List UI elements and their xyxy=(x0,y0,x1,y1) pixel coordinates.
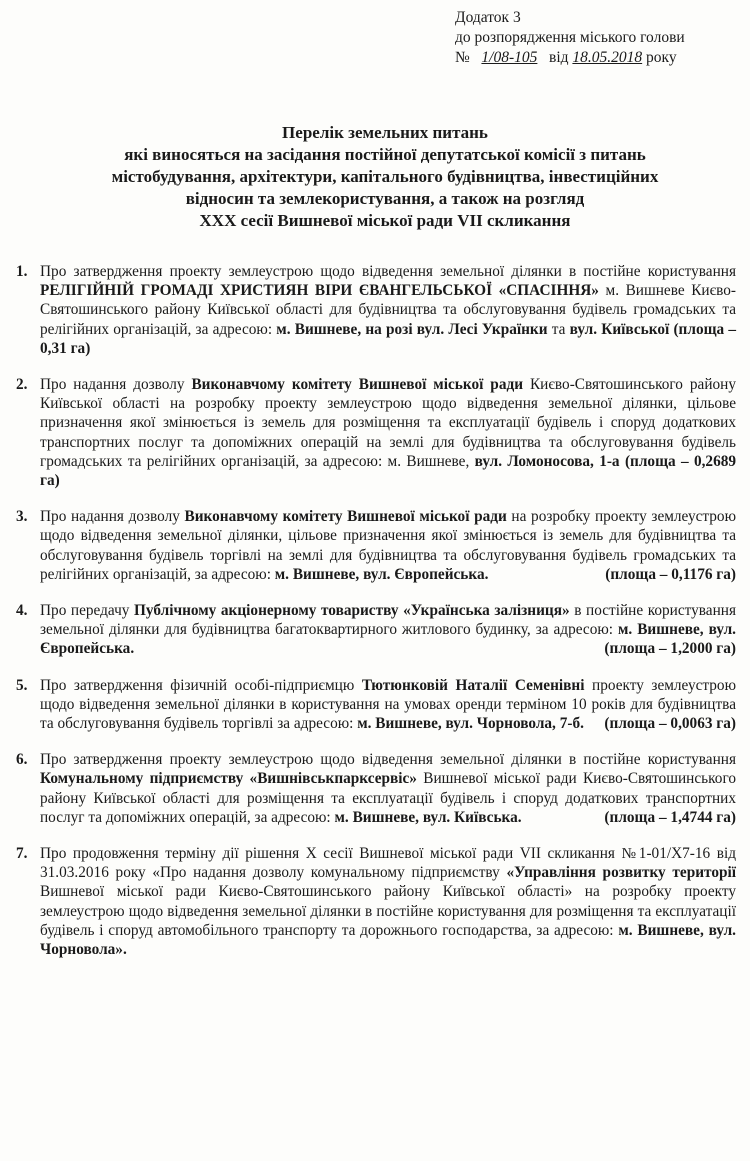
item-text: Про затвердження проекту землеустрою щодо відведення земельної ділянки в постійне користування xyxy=(40,263,736,280)
title-line-5: XXX сесії Вишневої міської ради VII скликання xyxy=(199,211,571,230)
item-text: на розробку проекту землеустрою щодо відведення земельної ділянки, цільове призначення якої змінюється із земель для будівництва та обслуговування будівель торгівлі на землі для будівництва та обслуговування будівель громадських та релігійних організацій, за адресою: xyxy=(40,508,737,583)
item-number: 4. xyxy=(16,602,28,620)
item-text: Про затвердження проекту землеустрою щодо відведення земельної ділянки в постійне користування xyxy=(40,751,736,769)
item-address: м. Вишневе, вул. Європейська. xyxy=(40,621,736,658)
item-address: м. Вишневе, вул. Європейська. xyxy=(274,565,489,583)
item-area: (площа – 0,0063 га) xyxy=(604,715,736,733)
list-item-3 xyxy=(0,507,750,584)
item-recipient: Тютюнковій Наталії Семенівні xyxy=(361,676,585,694)
item-text: Про продовження терміну дії рішення X сесії Вишневої міської ради VII скликання №1-01/X7-16 від 31.03.2016 року «Про надання дозволу комунальному підприємству xyxy=(40,845,736,882)
item-text: та xyxy=(547,320,570,338)
item-text: Про затвердження фізичній особі-підприємцю xyxy=(40,676,362,694)
title-line-4: відносин та землекористування, а також на розгляд xyxy=(185,189,585,208)
item-area: (площа – 0,1176 га) xyxy=(605,565,736,583)
item-area: (площа – 0,31 га) xyxy=(40,320,737,357)
appendix-block xyxy=(455,8,685,68)
item-recipient: РЕЛІГІЙНІЙ ГРОМАДІ ХРИСТИЯН ВІРИ ЄВАНГЕЛЬСЬКОЇ «СПАСІННЯ» xyxy=(40,282,599,300)
list-item-5 xyxy=(0,676,750,734)
title-line-2: які виносяться на засідання постійної депутатської комісії з питань xyxy=(124,145,646,164)
appendix-subtitle: до розпорядження міського голови xyxy=(455,29,685,46)
order-date: 18.05.2018 xyxy=(572,49,643,66)
item-address: вул. Київської xyxy=(569,320,670,338)
item-text: Про надання дозволу xyxy=(40,508,185,526)
item-address: м. Вишневе, вул. Чорновола». xyxy=(40,921,737,959)
item-number: 7. xyxy=(16,845,28,863)
item-number: 6. xyxy=(16,751,28,769)
item-text: Про надання дозволу xyxy=(40,376,192,394)
year-label: року xyxy=(646,49,677,66)
item-text: Вишневої міської ради Києво-Святошинського району Київської області» на розробку проекту землеустрою щодо відведення земельної ділянки в постійне користування для розміщення та експлуатації будівель і споруд автомобільного транспорту та дорожнього господарства, за адресою: xyxy=(40,883,736,939)
document-title xyxy=(40,122,730,232)
item-text: Про передачу xyxy=(40,602,135,620)
item-address: м. Вишневе, вул. Чорновола, 7-б. xyxy=(357,715,584,733)
list-item-7 xyxy=(0,844,750,959)
item-area: (площа – 0,2689 га) xyxy=(40,452,737,490)
item-text: в постійне користування земельної ділянки для будівництва багатоквартирного житлового будинку, за адресою: xyxy=(40,602,737,639)
item-recipient: «Управління розвитку території xyxy=(506,864,736,882)
item-text: проекту землеустрою щодо відведення земельної ділянки в користування на умовах оренди терміном 10 років для будівництва та обслуговування будівель торгівлі за адресою: xyxy=(40,676,737,733)
item-address: вул. Ломоносова, 1-а xyxy=(474,452,620,470)
list-item-2 xyxy=(0,375,750,490)
item-number: 1. xyxy=(16,263,28,280)
item-recipient: Публічному акціонерному товариству «Українська залізниця» xyxy=(134,602,570,620)
item-recipient: Виконавчому комітету Вишневої міської ради xyxy=(191,376,524,394)
items-list xyxy=(0,262,750,976)
list-item-4 xyxy=(0,601,750,659)
item-address: м. Вишневе, вул. Київська. xyxy=(334,808,522,826)
item-number: 3. xyxy=(16,508,28,526)
appendix-number-line xyxy=(455,48,685,68)
order-number: 1/08-105 xyxy=(481,49,538,66)
item-area: (площа – 1,2000 га) xyxy=(604,640,736,658)
list-item-6 xyxy=(0,750,750,827)
item-text: Києво-Святошинського району Київської області на розробку проекту землеустрою щодо відведення земельної ділянки, цільове призначення якої змінюється із земель для розміщення та експлуатації будівель і споруд додаткових транспортних послуг та допоміжних операцій на землі для будівництва та обслуговування будівель громадських та релігійних організацій, за адресою: м. Вишневе, xyxy=(40,376,736,470)
from-label: від xyxy=(549,49,569,66)
item-number: 2. xyxy=(16,376,28,394)
item-recipient: Комунальному підприємству «Вишнівськпарксервіс» xyxy=(40,770,417,788)
number-label: № xyxy=(455,49,470,66)
item-number: 5. xyxy=(16,676,28,694)
appendix-title: Додаток 3 xyxy=(455,9,521,26)
list-item-1 xyxy=(0,262,750,358)
item-text: м. Вишневе Києво-Святошинського району Київської області для будівництва та обслуговування будівель громадських та релігійних організацій, за адресою: xyxy=(40,282,737,338)
item-recipient: Виконавчому комітету Вишневої міської ради xyxy=(184,508,507,526)
item-address: м. Вишневе, на розі вул. Лесі Українки xyxy=(276,320,548,338)
title-line-3: містобудування, архітектури, капітального будівництва, інвестиційних xyxy=(111,167,659,186)
title-line-1: Перелік земельних питань xyxy=(282,123,488,142)
item-area: (площа – 1,4744 га) xyxy=(604,808,736,826)
item-text: Вишневої міської ради Києво-Святошинського району Київської області для розміщення та експлуатації будівель і споруд додаткових транспортних послуг та допоміжних операцій, за адресою: xyxy=(40,770,736,826)
